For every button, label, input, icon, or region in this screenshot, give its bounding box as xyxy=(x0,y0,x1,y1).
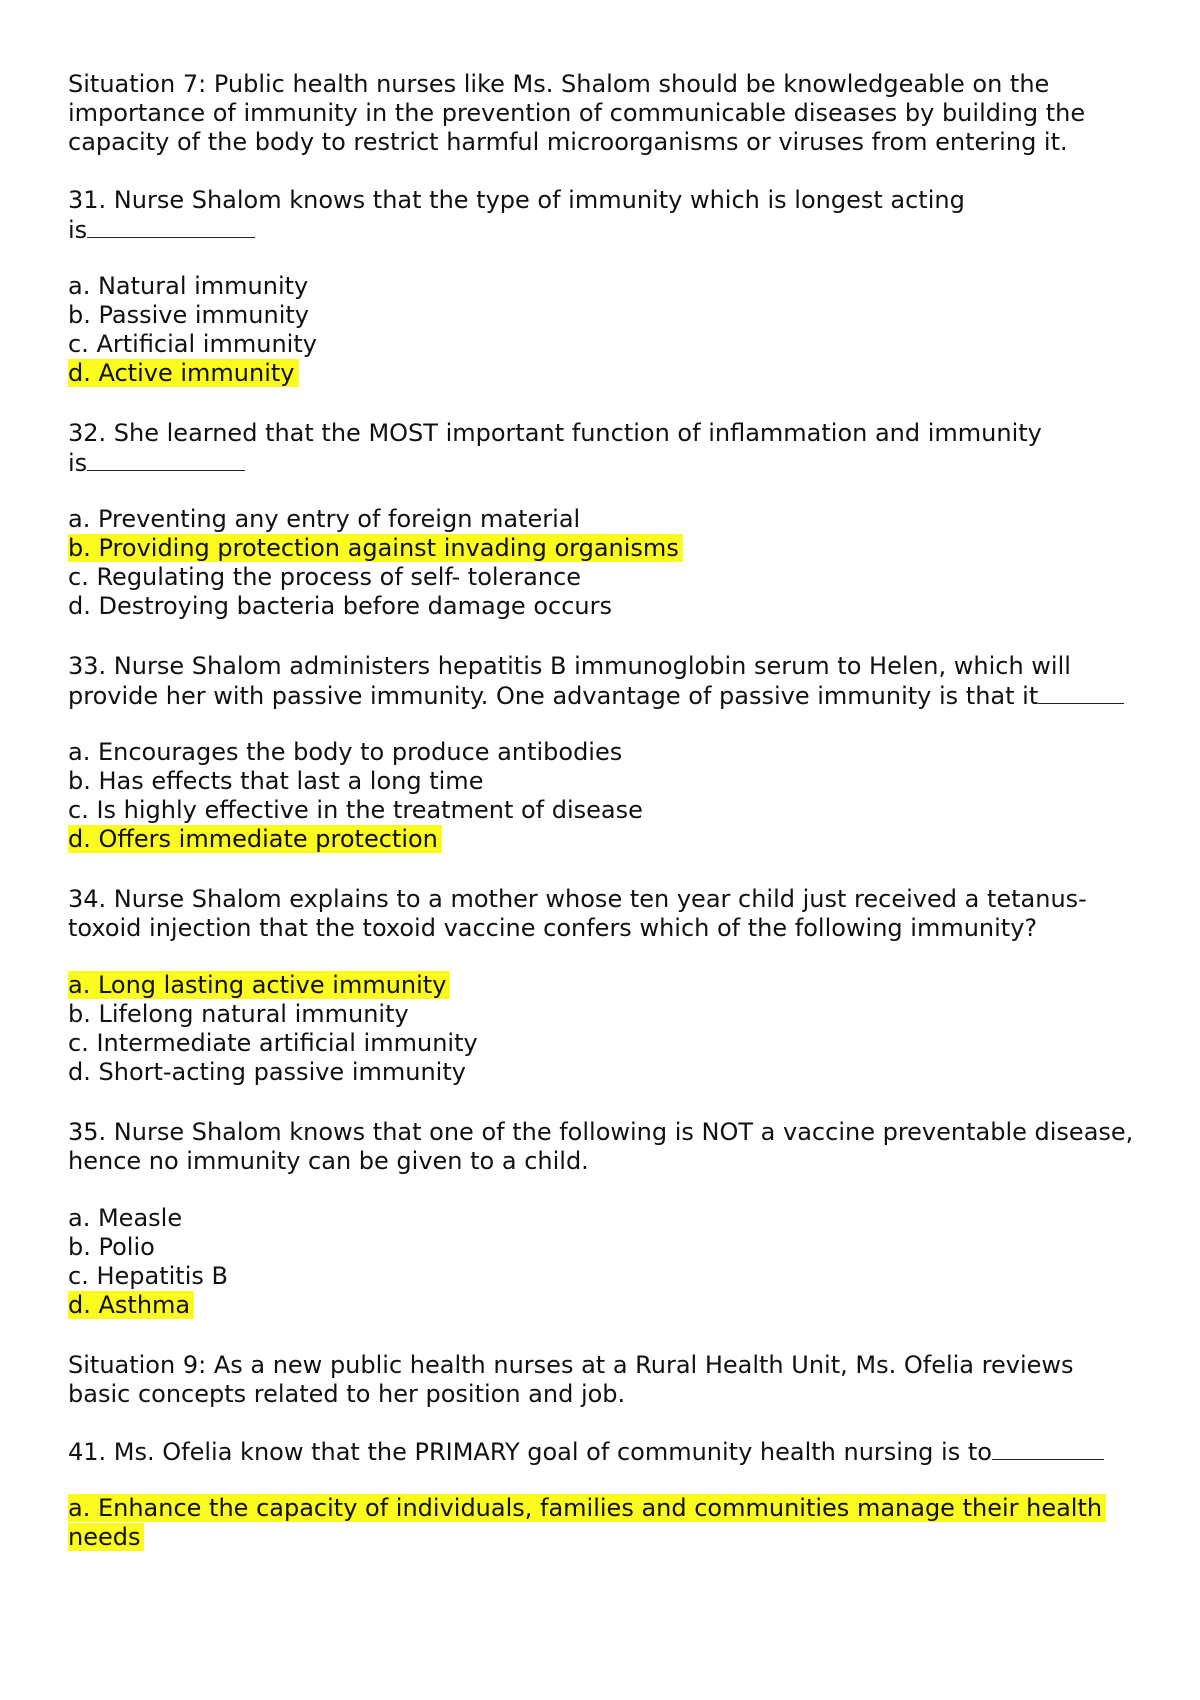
question-text: 33. Nurse Shalom administers hepatitis B immunoglobin serum to Helen, which will xyxy=(68,652,1071,680)
question-text: toxoid injection that the toxoid vaccine confers which of the following immunity? xyxy=(68,914,1038,942)
option-d-highlighted-answer: d. Active immunity xyxy=(68,359,299,387)
intro-line: Situation 7: Public health nurses like Ms. Shalom should be knowledgeable on the xyxy=(68,70,1050,98)
option-b: b. Polio xyxy=(68,1233,155,1261)
question-text: hence no immunity can be given to a child. xyxy=(68,1147,589,1175)
option-a: a. Natural immunity xyxy=(68,272,309,300)
option-b-highlighted-answer: b. Providing protection against invading organisms xyxy=(68,534,683,562)
option-b: b. Lifelong natural immunity xyxy=(68,1000,409,1028)
question-text: 34. Nurse Shalom explains to a mother whose ten year child just received a tetanus- xyxy=(68,885,1087,913)
options-34 xyxy=(68,971,1138,1087)
answer-blank xyxy=(992,1437,1104,1460)
option-b: b. Has effects that last a long time xyxy=(68,767,484,795)
question-text: 31. Nurse Shalom knows that the type of immunity which is longest acting xyxy=(68,186,965,214)
question-33 xyxy=(68,652,1138,710)
question-text: provide her with passive immunity. One advantage of passive immunity is that it xyxy=(68,682,1039,710)
options-31 xyxy=(68,272,1138,388)
options-35 xyxy=(68,1204,1138,1320)
option-d-highlighted-answer: d. Offers immediate protection xyxy=(68,825,442,853)
question-text: 41. Ms. Ofelia know that the PRIMARY goal of community health nursing is to xyxy=(68,1438,992,1466)
option-c: c. Regulating the process of self- tolerance xyxy=(68,563,582,591)
question-text: 35. Nurse Shalom knows that one of the following is NOT a vaccine preventable disease, xyxy=(68,1118,1134,1146)
answer-blank xyxy=(87,448,245,471)
question-text: 32. She learned that the MOST important function of inflammation and immunity xyxy=(68,419,1042,447)
option-a-highlighted-answer-continued: needs xyxy=(68,1523,144,1551)
intro-line: importance of immunity in the prevention of communicable diseases by building the xyxy=(68,99,1086,127)
option-c: c. Hepatitis B xyxy=(68,1262,228,1290)
answer-blank xyxy=(87,215,255,238)
option-c: c. Intermediate artificial immunity xyxy=(68,1029,478,1057)
intro-line: basic concepts related to her position and job. xyxy=(68,1380,626,1408)
situation-7-intro xyxy=(68,70,1138,157)
option-a: a. Preventing any entry of foreign material xyxy=(68,505,581,533)
question-35 xyxy=(68,1118,1138,1176)
option-b: b. Passive immunity xyxy=(68,301,309,329)
intro-line: capacity of the body to restrict harmful microorganisms or viruses from entering it. xyxy=(68,128,1068,156)
option-a-highlighted-answer: a. Long lasting active immunity xyxy=(68,971,450,999)
option-d: d. Short-acting passive immunity xyxy=(68,1058,466,1086)
question-text: is xyxy=(68,216,88,244)
question-41 xyxy=(68,1437,1138,1466)
options-33 xyxy=(68,738,1138,854)
option-a: a. Encourages the body to produce antibodies xyxy=(68,738,623,766)
question-32 xyxy=(68,419,1138,477)
option-c: c. Is highly effective in the treatment of disease xyxy=(68,796,643,824)
option-d-highlighted-answer: d. Asthma xyxy=(68,1291,194,1319)
question-text: is xyxy=(68,449,88,477)
answer-blank xyxy=(1038,681,1124,704)
options-41 xyxy=(68,1494,1138,1552)
option-d: d. Destroying bacteria before damage occurs xyxy=(68,592,612,620)
situation-9-intro xyxy=(68,1351,1138,1409)
options-32 xyxy=(68,505,1138,621)
option-a-highlighted-answer: a. Enhance the capacity of individuals, families and communities manage their health xyxy=(68,1494,1106,1522)
option-c: c. Artificial immunity xyxy=(68,330,317,358)
question-31 xyxy=(68,186,1138,244)
option-a: a. Measle xyxy=(68,1204,183,1232)
intro-line: Situation 9: As a new public health nurses at a Rural Health Unit, Ms. Ofelia reviews xyxy=(68,1351,1074,1379)
question-34 xyxy=(68,885,1138,943)
